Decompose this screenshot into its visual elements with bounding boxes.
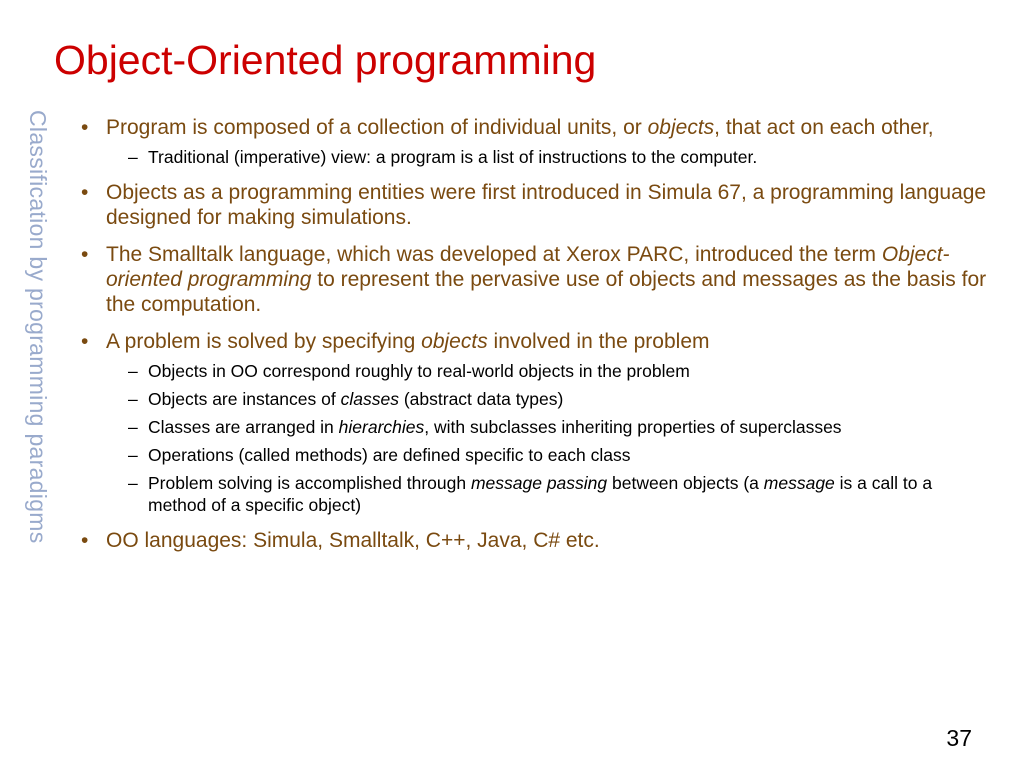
text-segment: Objects as a programming entities were first introduced in Simula 67, a programming language designed for making simulations. bbox=[106, 181, 987, 229]
text-segment: Problem solving is accomplished through bbox=[148, 473, 471, 493]
text-segment: Program is composed of a collection of individual units, or bbox=[106, 116, 648, 139]
slide-content bbox=[80, 115, 995, 565]
bullet-text bbox=[106, 330, 710, 353]
text-segment: Operations (called methods) are defined specific to each class bbox=[148, 445, 631, 465]
bullet-text bbox=[106, 243, 986, 316]
text-segment: between objects (a bbox=[607, 473, 764, 493]
sub-bullet-text bbox=[148, 473, 932, 515]
sub-bullet-item bbox=[128, 360, 995, 382]
text-segment: Objects in OO correspond roughly to real-world objects in the problem bbox=[148, 361, 690, 381]
bullet-item bbox=[80, 180, 995, 230]
dash-icon: – bbox=[128, 147, 138, 167]
bullet-item bbox=[80, 329, 995, 516]
dash-icon: – bbox=[128, 389, 138, 409]
text-segment: involved in the problem bbox=[487, 330, 710, 353]
dash-icon: – bbox=[128, 473, 138, 493]
sub-bullet-text bbox=[148, 361, 690, 381]
bullet-icon: • bbox=[81, 529, 89, 552]
dash-icon: – bbox=[128, 445, 138, 465]
sub-bullet-text bbox=[148, 389, 563, 409]
sub-bullet-item bbox=[128, 388, 995, 410]
emphasized-text: message passing bbox=[470, 473, 608, 493]
bullet-item bbox=[80, 242, 995, 317]
bullet-icon: • bbox=[81, 330, 89, 353]
sub-bullet-text bbox=[148, 147, 757, 167]
bullet-item bbox=[80, 115, 995, 168]
text-segment: , that act on each other, bbox=[714, 116, 934, 139]
text-segment: A problem is solved by specifying bbox=[106, 330, 422, 353]
text-segment: The Smalltalk language, which was developed at Xerox PARC, introduced the term bbox=[106, 243, 882, 266]
text-segment: to represent the pervasive use of objects and messages as the basis for the computation. bbox=[106, 268, 987, 316]
sub-bullet-list bbox=[128, 360, 995, 516]
emphasized-text: message bbox=[763, 473, 835, 493]
bullet-icon: • bbox=[81, 181, 89, 204]
text-segment: , with subclasses inheriting properties of superclasses bbox=[424, 417, 842, 437]
emphasized-text: hierarchies bbox=[338, 417, 425, 437]
bullet-icon: • bbox=[81, 116, 89, 139]
sub-bullet-text bbox=[148, 445, 630, 465]
sub-bullet-text bbox=[148, 417, 842, 437]
sub-bullet-item bbox=[128, 472, 995, 516]
bullet-list bbox=[80, 115, 995, 553]
emphasized-text: Object-oriented programming bbox=[106, 243, 950, 291]
text-segment: is a call to a method of a specific object) bbox=[148, 473, 933, 515]
sub-bullet-item bbox=[128, 444, 995, 466]
text-segment: Traditional (imperative) view: a program is a list of instructions to the computer. bbox=[148, 147, 758, 167]
sub-bullet-list bbox=[128, 146, 995, 168]
emphasized-text: objects bbox=[647, 116, 715, 139]
bullet-text bbox=[106, 181, 986, 229]
emphasized-text: classes bbox=[340, 389, 399, 409]
text-segment: (abstract data types) bbox=[398, 389, 564, 409]
bullet-item bbox=[80, 528, 995, 553]
dash-icon: – bbox=[128, 417, 138, 437]
page-number: 37 bbox=[946, 725, 972, 751]
emphasized-text: objects bbox=[421, 330, 488, 353]
sub-bullet-item bbox=[128, 416, 995, 438]
bullet-icon: • bbox=[81, 243, 89, 266]
bullet-text bbox=[106, 529, 600, 552]
sidebar-text: Classification by programming paradigms bbox=[25, 110, 51, 544]
text-segment: Classes are arranged in bbox=[148, 417, 339, 437]
sidebar-vertical-label bbox=[18, 110, 58, 710]
sub-bullet-item bbox=[128, 146, 995, 168]
text-segment: OO languages: Simula, Smalltalk, C++, Java, C# etc. bbox=[106, 529, 600, 552]
dash-icon: – bbox=[128, 361, 138, 381]
text-segment: Objects are instances of bbox=[148, 389, 341, 409]
bullet-text bbox=[106, 116, 934, 139]
slide-title: Object-Oriented programming bbox=[54, 37, 597, 83]
